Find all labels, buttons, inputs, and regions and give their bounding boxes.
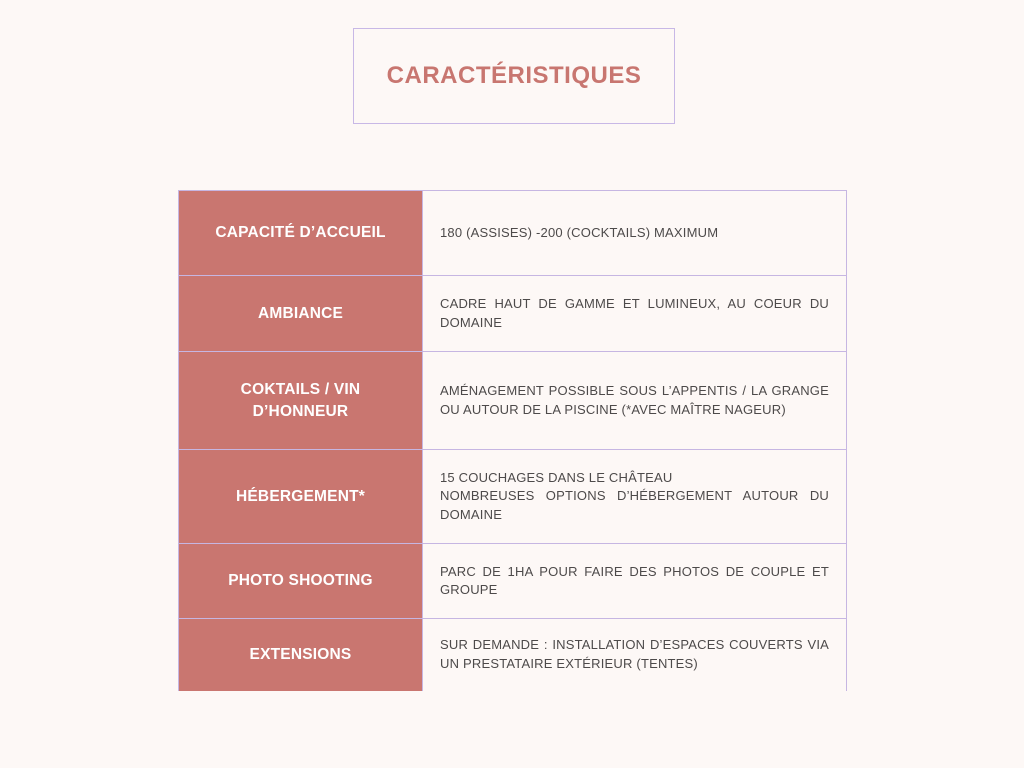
row-value: [423, 544, 847, 619]
table-row: [179, 276, 847, 352]
table-row: [179, 352, 847, 450]
characteristics-table: [178, 190, 847, 691]
row-value: [423, 191, 847, 276]
table-row: [179, 450, 847, 544]
title-box: [353, 28, 675, 124]
row-value-line: AMÉNAGEMENT POSSIBLE SOUS L’APPENTIS / LA GRANGE OU AUTOUR DE LA PISCINE (*AVEC MAÎTRE NAGEUR): [440, 383, 829, 417]
row-label: EXTENSIONS: [179, 619, 423, 691]
row-label: PHOTO SHOOTING: [179, 544, 423, 619]
table-row: [179, 544, 847, 619]
row-value-line: PARC DE 1HA POUR FAIRE DES PHOTOS DE COUPLE ET GROUPE: [440, 563, 829, 597]
table-row: [179, 619, 847, 691]
row-value: [423, 450, 847, 544]
page-title: CARACTÉRISTIQUES: [386, 62, 642, 89]
row-value-line: NOMBREUSES OPTIONS D’HÉBERGEMENT AUTOUR DU DOMAINE: [440, 488, 829, 522]
row-value-line: 15 COUCHAGES DANS LE CHÂTEAU: [440, 469, 673, 485]
row-value-line: CADRE HAUT DE GAMME ET LUMINEUX, AU COEUR DU DOMAINE: [440, 296, 829, 330]
row-label: COKTAILS / VIN D’HONNEUR: [179, 352, 423, 450]
row-value-line: 180 (ASSISES) -200 (COCKTAILS) MAXIMUM: [440, 224, 719, 240]
row-value: [423, 276, 847, 352]
row-value-line: SUR DEMANDE : INSTALLATION D’ESPACES COUVERTS VIA UN PRESTATAIRE EXTÉRIEUR (TENTES): [440, 637, 829, 671]
row-value: [423, 619, 847, 691]
row-label: AMBIANCE: [179, 276, 423, 352]
row-label: CAPACITÉ D’ACCUEIL: [179, 191, 423, 276]
table-row: [179, 191, 847, 276]
row-label: HÉBERGEMENT*: [179, 450, 423, 544]
row-value: [423, 352, 847, 450]
